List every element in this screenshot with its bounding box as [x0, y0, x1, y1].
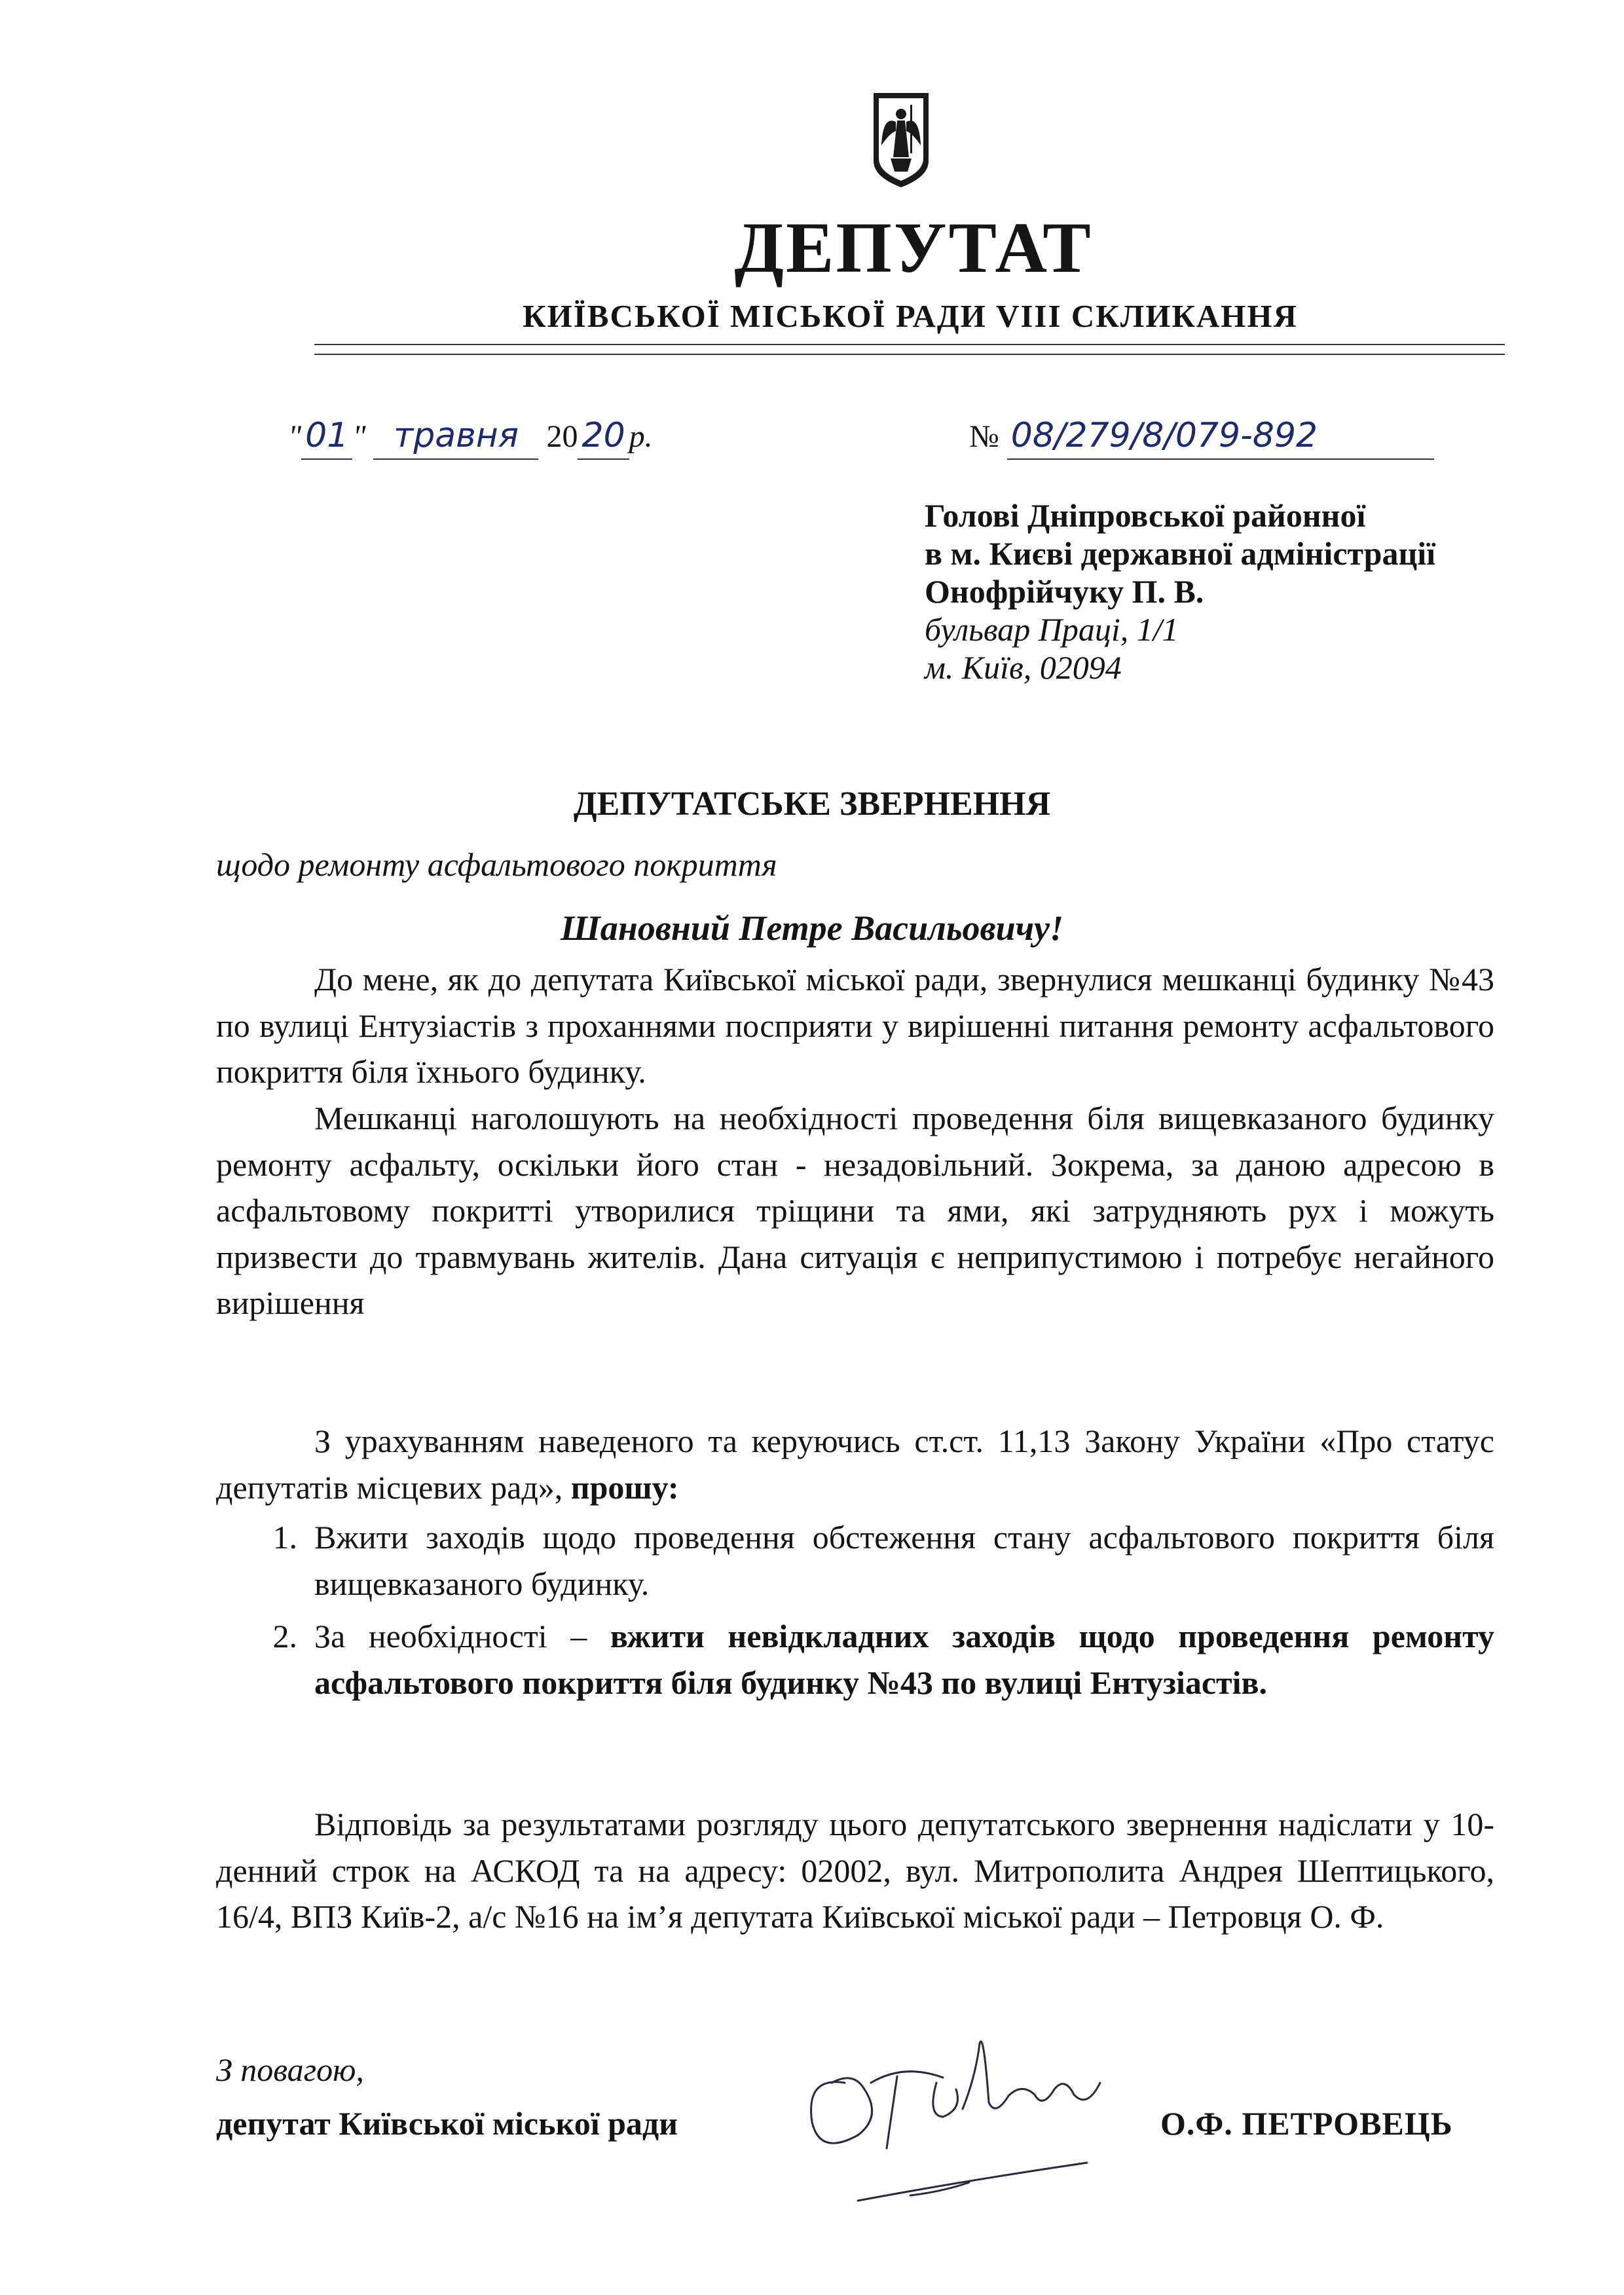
letterhead-divider-top [314, 344, 1505, 345]
paragraph-3-request: прошу: [570, 1468, 679, 1506]
list-item-text: Вжити заходів щодо проведення обстеження стану асфальтового покриття біля вищевказаного будинку. [314, 1519, 1494, 1602]
addressee-street: бульвар Праці, 1/1 [925, 611, 1179, 648]
date-century: 20 [546, 419, 578, 454]
number-prefix: № [969, 419, 999, 454]
letterhead-divider-bottom [314, 354, 1505, 355]
paragraph-3-text: З урахуванням наведеного та керуючись ст.ст. 11,13 Закону України «Про статус депутатів місцевих рад», [216, 1423, 1494, 1506]
paragraph-2: Мешканці наголошують на необхідності проведення біля вищевказаного будинку ремонту асфальту, оскільки його стан - незадовільний. Зокрема, за даною адресою в асфальтовому покритті утворилися тріщини та ями, які затрудняють рух і можуть призвести до травмувань жителів. Дана ситуація є неприпустимою і потребує негайного вирішення [216, 1100, 1494, 1321]
closing-respect: З повагою, [216, 2051, 364, 2088]
document-number [969, 413, 1434, 460]
date-year: 20 [578, 413, 629, 460]
document-subject: щодо ремонту асфальтового покриття [216, 846, 777, 883]
date-day: 01 [301, 413, 352, 460]
date-close-quote: " [352, 419, 366, 454]
closing-position: депутат Київської міської ради [216, 2105, 678, 2142]
paragraph-1: До мене, як до депутата Київської міської ради, звернулися мешканці будинку №43 по вулиці Ентузіастів з проханнями посприяти у вирішенні питання ремонту асфальтового покриття біля їхнього будинку. [216, 961, 1494, 1090]
letterhead-title: ДЕПУТАТ [734, 208, 1093, 288]
list-item-bold-text: вжити невідкладних заходів щодо проведення ремонту асфальтового покриття біля будинку №43 по вулиці Ентузіастів. [314, 1618, 1494, 1701]
document-title: ДЕПУТАТСЬКЕ ЗВЕРНЕННЯ [573, 785, 1051, 823]
addressee-block [925, 496, 1435, 686]
archangel-michael-emblem-icon [871, 90, 931, 190]
addressee-city: м. Київ, 02094 [925, 649, 1122, 686]
addressee-name: Онофрійчуку П. В. [925, 573, 1204, 610]
list-item [216, 1613, 1494, 1706]
handwritten-signature-icon [747, 2004, 1166, 2214]
salutation: Шановний Петре Васильовичу! [560, 908, 1064, 948]
addressee-line-2: в м. Києві державної адміністрації [925, 535, 1436, 572]
date-open-quote: " [288, 419, 302, 454]
signatory-name: О.Ф. ПЕТРОВЕЦЬ [1160, 2105, 1453, 2142]
addressee-line-1: Голові Дніпровської районної [925, 497, 1366, 534]
document-date [288, 413, 653, 460]
list-item-number: 1. [272, 1519, 297, 1556]
date-month: травня [373, 413, 538, 460]
date-suffix: р. [629, 419, 653, 454]
letterhead-subtitle: КИЇВСЬКОЇ МІСЬКОЇ РАДИ VIII СКЛИКАННЯ [523, 298, 1298, 334]
list-item-text: За необхідності – [314, 1618, 587, 1654]
request-list [216, 1514, 1494, 1706]
registration-number: 08/279/8/079-892 [1007, 413, 1434, 460]
list-item-content [314, 1613, 1494, 1706]
list-item [216, 1514, 1494, 1607]
paragraph-3 [216, 1418, 1494, 1510]
paragraph-4: Відповідь за результатами розгляду цього депутатського звернення надіслати у 10-денний строк на АСКОД та на адресу: 02002, вул. Митрополита Андрея Шептицького, 16/4, ВПЗ Київ-2, а/с №16 на ім’я депутата Київської міської ради – Петровця О. Ф. [216, 1806, 1494, 1935]
list-item-number: 2. [272, 1618, 297, 1654]
